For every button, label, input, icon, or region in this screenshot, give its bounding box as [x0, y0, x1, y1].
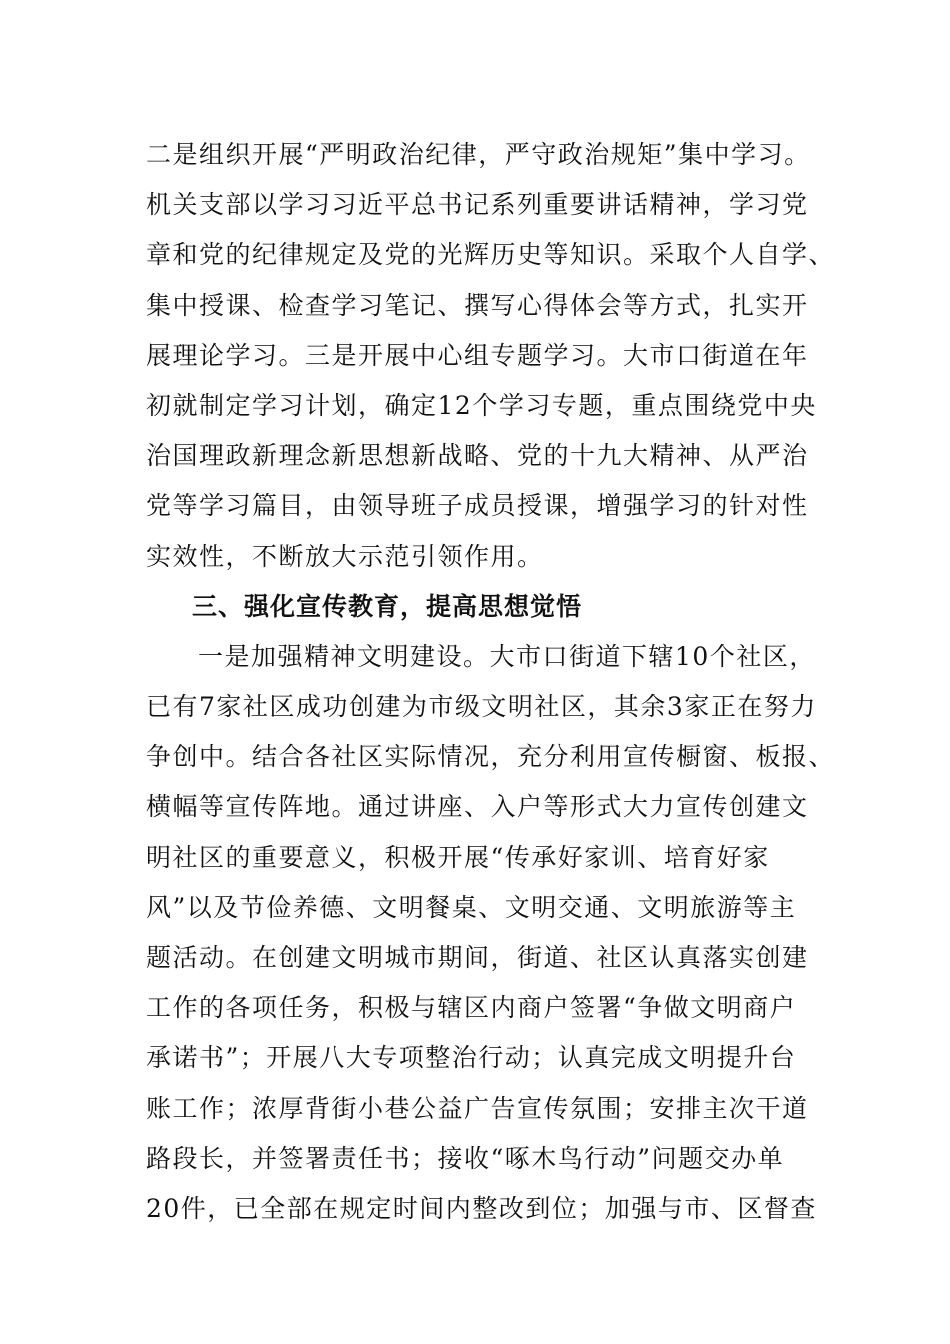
text-line: 二是组织开展“严明政治纪律，严守政治规矩”集中学习。 — [146, 140, 811, 169]
text-line: 横幅等宣传阵地。通过讲座、入户等形式大力宣传创建文 — [146, 792, 809, 822]
text-line: 工作的各项任务，积极与辖区内商户签署“争做文明商户 — [146, 993, 797, 1023]
text-line: 机关支部以学习习近平总书记系列重要讲话精神，学习党 — [146, 190, 809, 220]
text-line: 治国理政新理念新思想新战略、党的十九大精神、从严治 — [146, 441, 809, 471]
text-line: 党等学习篇目，由领导班子成员授课，增强学习的针对性 — [146, 491, 809, 521]
text-line: 展理论学习。三是开展中心组专题学习。大市口街道在年 — [146, 340, 809, 370]
section-heading: 三、强化宣传教育，提高思想觉悟 — [192, 591, 583, 621]
text-line: 账工作；浓厚背街小巷公益广告宣传氛围；安排主次干道 — [146, 1093, 809, 1123]
text-line: 20件，已全部在规定时间内整改到位；加强与市、区督查 — [146, 1193, 817, 1223]
text-line: 风”以及节俭养德、文明餐桌、文明交通、文明旅游等主 — [146, 892, 797, 922]
text-line: 集中授课、检查学习笔记、撰写心得体会等方式，扎实开 — [146, 290, 809, 320]
paragraph-first-line: 一是加强精神文明建设。大市口街道下辖10个社区， — [198, 641, 816, 671]
text-line: 已有7家社区成功创建为市级文明社区，其余3家正在努力 — [146, 692, 817, 722]
text-line: 实效性，不断放大示范引领作用。 — [146, 541, 544, 571]
text-line: 明社区的重要意义，积极开展“传承好家训、培育好家 — [146, 842, 770, 872]
text-line: 初就制定学习计划，确定12个学习专题，重点围绕党中央 — [146, 390, 817, 420]
document-body — [146, 130, 836, 1234]
text-line: 承诺书”；开展八大专项整治行动；认真完成文明提升台 — [146, 1043, 797, 1073]
text-line: 章和党的纪律规定及党的光辉历史等知识。采取个人自学、 — [146, 240, 836, 270]
text-line: 争创中。结合各社区实际情况，充分利用宣传橱窗、板报、 — [146, 742, 836, 772]
text-line: 题活动。在创建文明城市期间，街道、社区认真落实创建 — [146, 943, 809, 972]
text-line: 路段长，并签署责任书；接收“啄木鸟行动”问题交办单 — [146, 1143, 785, 1173]
